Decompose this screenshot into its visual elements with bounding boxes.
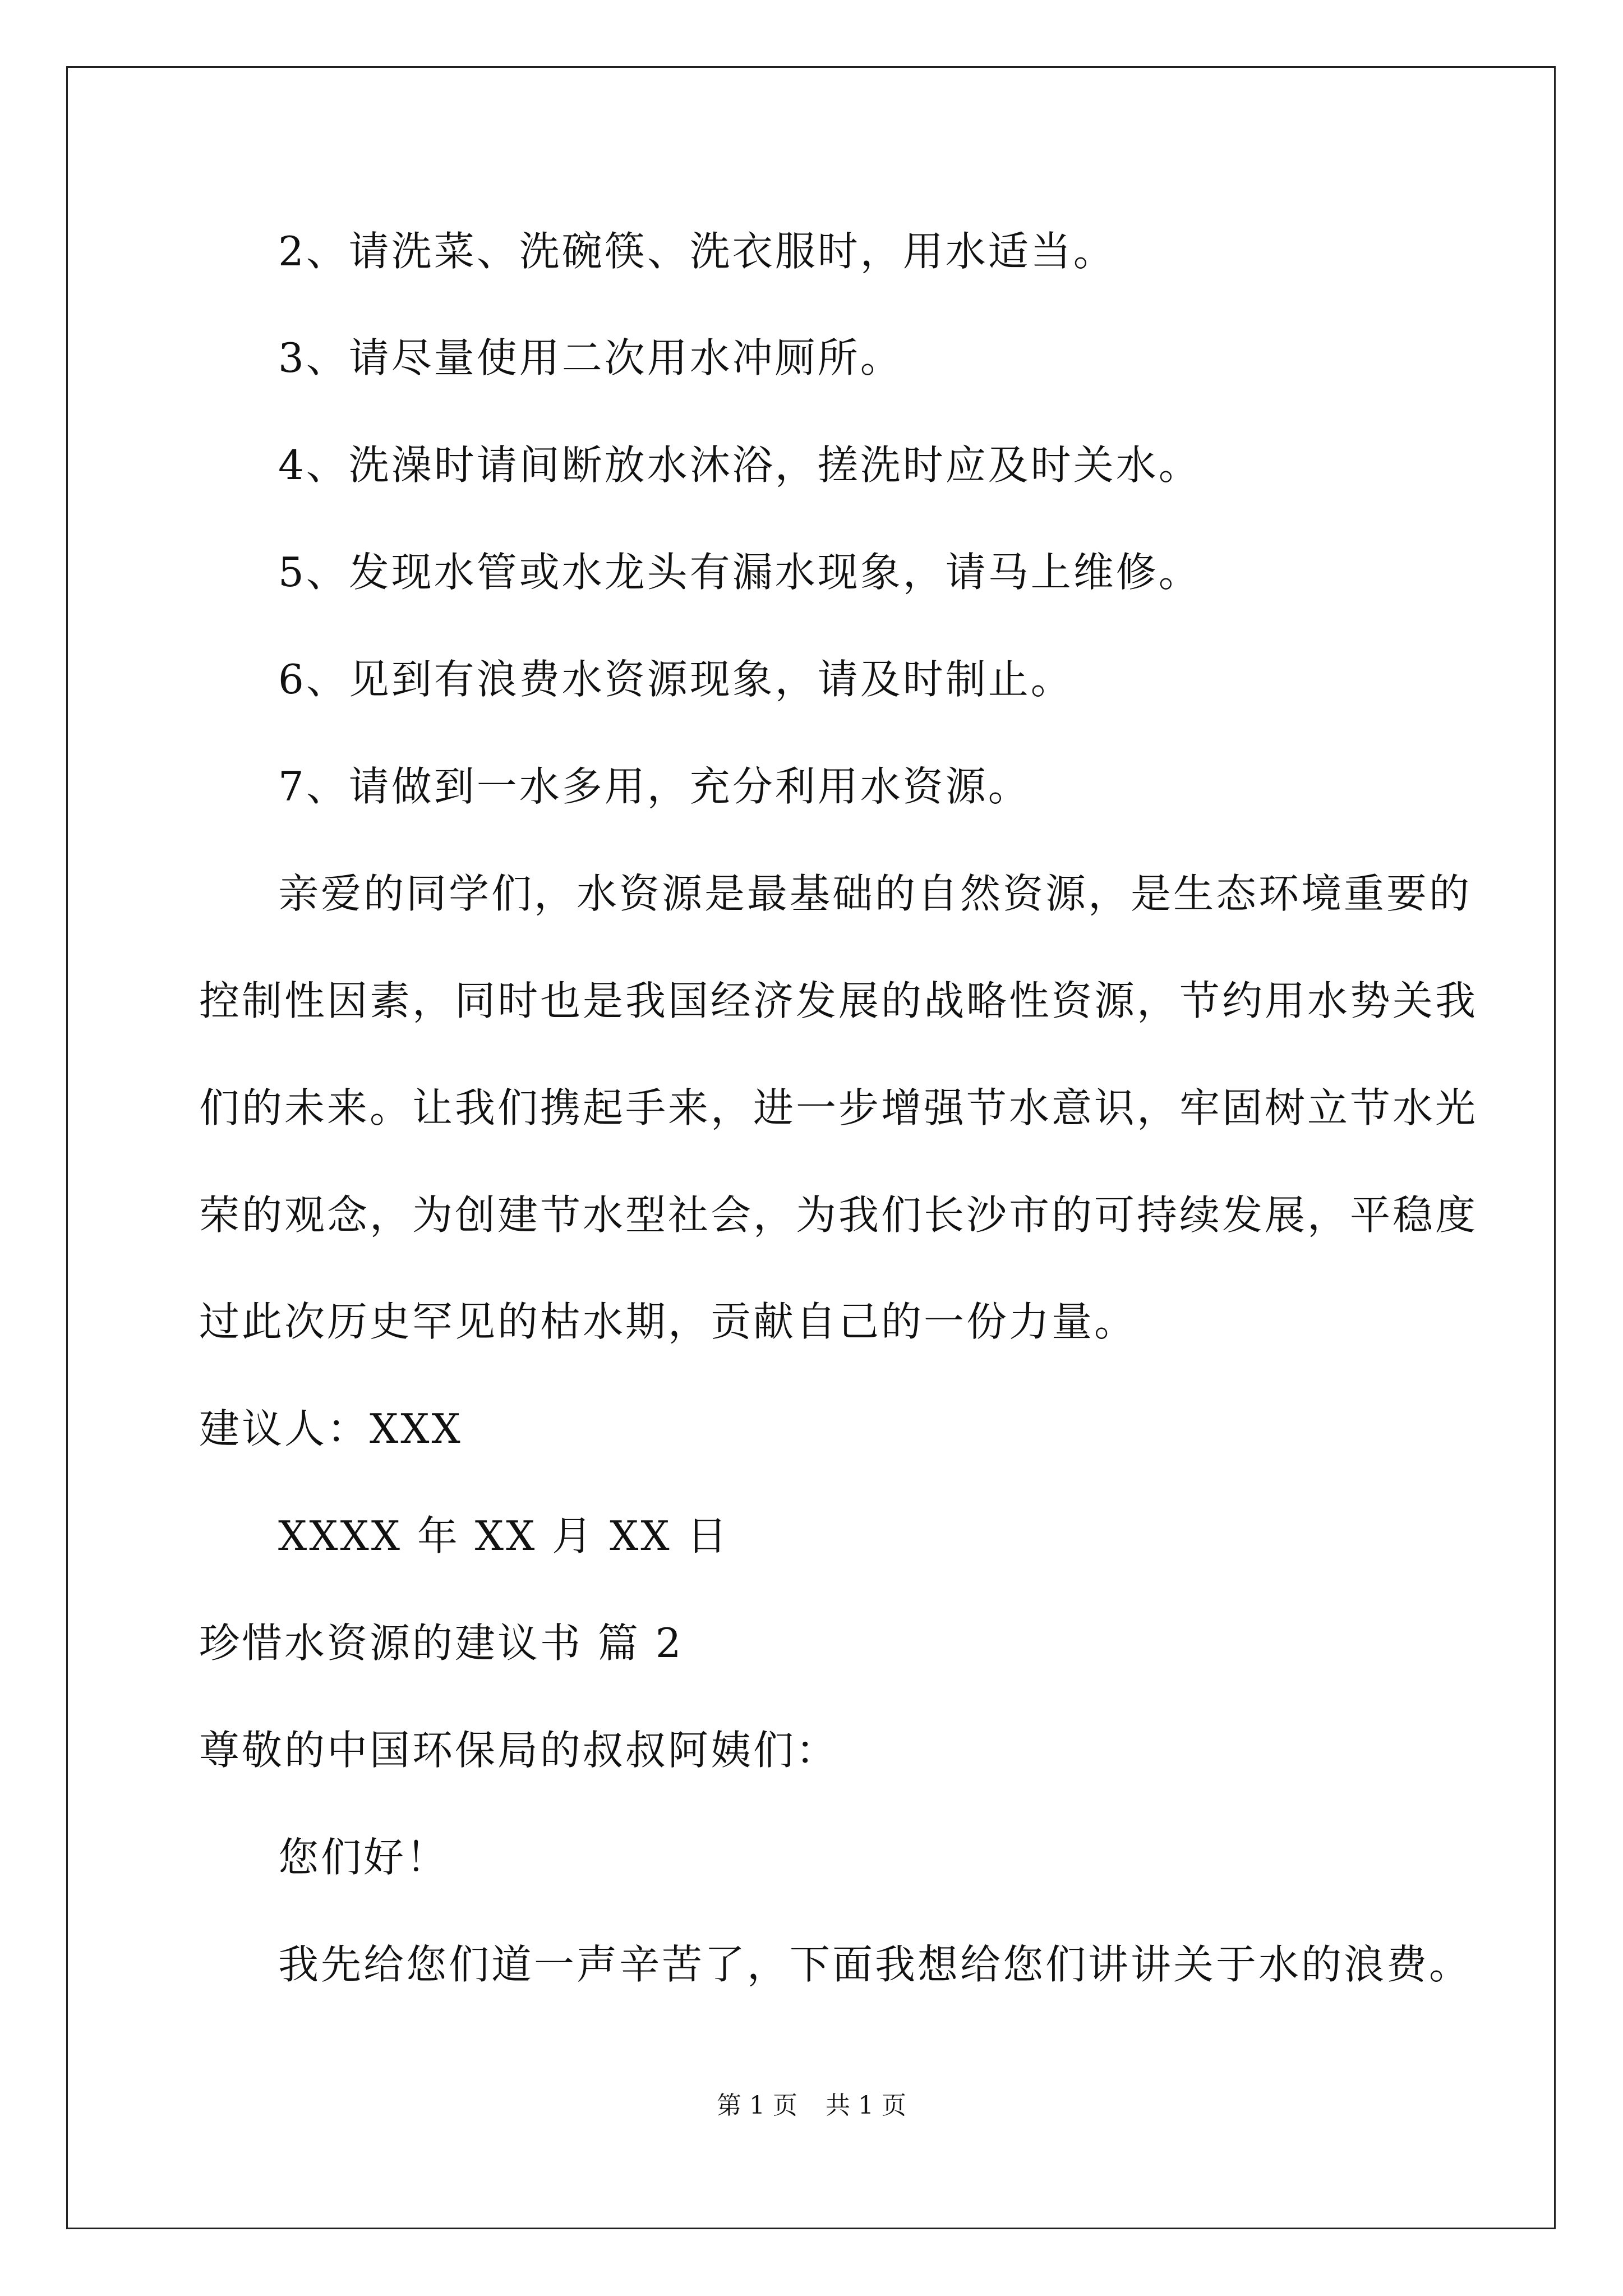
page-footer: [0, 2089, 1623, 2123]
page-total: 共 1 页: [826, 2091, 906, 2120]
section-title: 珍惜水资源的建议书 篇 2: [199, 1619, 684, 1667]
greeting: 您们好！: [278, 1834, 449, 1881]
paragraph-line: 过此次历史罕见的枯水期，贡献自己的一份力量。: [199, 1298, 1137, 1345]
list-item-4: 4、洗澡时请间断放水沐浴，搓洗时应及时关水。: [278, 441, 1201, 489]
list-item-6: 6、见到有浪费水资源现象，请及时制止。: [278, 656, 1073, 703]
paragraph-line: 控制性因素，同时也是我国经济发展的战略性资源，节约用水势关我: [199, 977, 1478, 1024]
paragraph-line: 们的未来。让我们携起手来，进一步增强节水意识，牢固树立节水光: [199, 1084, 1478, 1131]
salutation: 尊敬的中国环保局的叔叔阿姨们：: [199, 1727, 839, 1774]
proposer-line: 建议人：XXX: [199, 1405, 463, 1452]
list-item-5: 5、发现水管或水龙头有漏水现象，请马上维修。: [278, 549, 1201, 596]
list-item-2: 2、请洗菜、洗碗筷、洗衣服时，用水适当。: [278, 228, 1116, 275]
list-item-3: 3、请尽量使用二次用水冲厕所。: [278, 334, 903, 381]
paragraph-line: 我先给您们道一声辛苦了，下面我想给您们讲讲关于水的浪费。: [278, 1941, 1472, 1988]
list-item-7: 7、请做到一水多用，充分利用水资源。: [278, 763, 1031, 810]
date-line: XXXX 年 XX 月 XX 日: [278, 1512, 730, 1559]
paragraph-line: 荣的观念，为创建节水型社会，为我们长沙市的可持续发展，平稳度: [199, 1191, 1478, 1239]
page-border: [66, 66, 1556, 2229]
page-number: 第 1 页: [717, 2091, 797, 2120]
paragraph-line: 亲爱的同学们，水资源是最基础的自然资源，是生态环境重要的: [278, 870, 1472, 917]
